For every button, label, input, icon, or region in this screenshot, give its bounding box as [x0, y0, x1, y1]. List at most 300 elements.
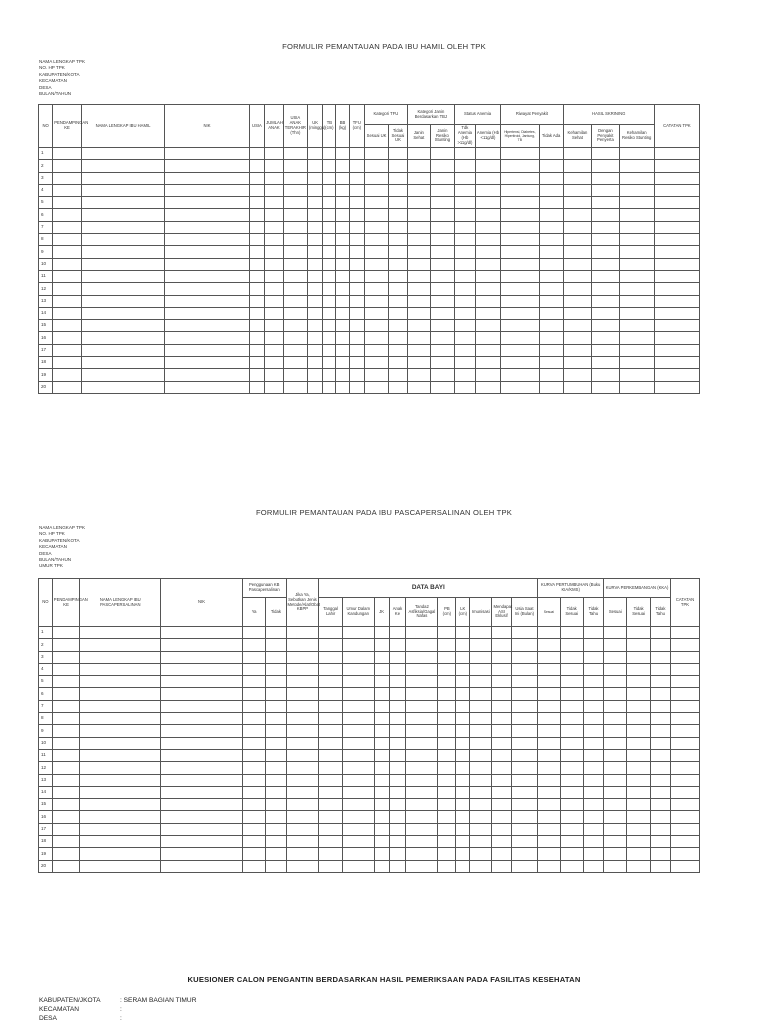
- table-cell: [80, 860, 161, 872]
- table-cell: [389, 381, 408, 393]
- table-cell: [364, 148, 388, 160]
- table-cell: [604, 651, 627, 663]
- table-cell: [349, 258, 364, 270]
- field-value: : SERAM BAGIAN TIMUR: [120, 997, 197, 1004]
- table-cell: [454, 148, 475, 160]
- table-cell: [654, 148, 699, 160]
- table-cell: [560, 663, 583, 675]
- table-cell: [650, 774, 670, 786]
- table-cell: [364, 307, 388, 319]
- table-cell: [539, 221, 563, 233]
- table-cell: [470, 749, 492, 761]
- table-cell: [364, 160, 388, 172]
- table-cell: [592, 307, 619, 319]
- table-row: [39, 762, 700, 774]
- col-no: NO: [39, 579, 53, 627]
- table-cell: [266, 713, 286, 725]
- table-cell: [286, 651, 319, 663]
- table-cell: [342, 725, 374, 737]
- table-cell: [407, 246, 430, 258]
- table-cell: [406, 651, 438, 663]
- table-row: [39, 184, 700, 196]
- table-cell: [538, 700, 560, 712]
- table-cell: [619, 160, 654, 172]
- table-cell: [592, 381, 619, 393]
- table-cell: [283, 320, 307, 332]
- table-cell: [654, 234, 699, 246]
- table-cell: [249, 307, 264, 319]
- table-cell: [583, 823, 603, 835]
- table-cell: [430, 381, 454, 393]
- table-cell: [475, 246, 500, 258]
- table-cell: [604, 676, 627, 688]
- table-cell: [80, 823, 161, 835]
- table-cell: [492, 749, 511, 761]
- table-cell: [501, 209, 539, 221]
- table-cell: [319, 860, 342, 872]
- table-cell: [654, 197, 699, 209]
- table-cell: [619, 320, 654, 332]
- table-cell: [286, 725, 319, 737]
- table-cell: [671, 651, 700, 663]
- table-cell: [627, 823, 650, 835]
- table-cell: [475, 369, 500, 381]
- table-cell: [619, 270, 654, 282]
- col-asi: Mendapat ASI Eklusif: [492, 598, 511, 627]
- table-cell: [80, 713, 161, 725]
- table-cell: [627, 848, 650, 860]
- col-pendamping: PENDAMPINGAN KE: [53, 105, 82, 148]
- table-cell: [323, 295, 336, 307]
- table-cell: [511, 762, 538, 774]
- table-cell: [364, 197, 388, 209]
- table-cell: [592, 172, 619, 184]
- table-cell: [492, 811, 511, 823]
- table-cell: [430, 369, 454, 381]
- table-cell: [374, 688, 389, 700]
- row-number: 1: [39, 148, 53, 160]
- table-cell: [619, 369, 654, 381]
- table-cell: [364, 283, 388, 295]
- table-cell: [456, 627, 470, 639]
- table-cell: [470, 676, 492, 688]
- table-cell: [560, 700, 583, 712]
- table-cell: [80, 651, 161, 663]
- row-number: 11: [39, 749, 53, 761]
- table-cell: [454, 283, 475, 295]
- table-cell: [283, 234, 307, 246]
- table-cell: [242, 639, 265, 651]
- table-cell: [619, 246, 654, 258]
- table-cell: [511, 688, 538, 700]
- table-cell: [342, 836, 374, 848]
- table-cell: [492, 663, 511, 675]
- table-cell: [539, 332, 563, 344]
- table-cell: [283, 381, 307, 393]
- table-cell: [323, 381, 336, 393]
- table-row: [39, 737, 700, 749]
- table-cell: [454, 172, 475, 184]
- table-cell: [286, 811, 319, 823]
- table-cell: [389, 295, 408, 307]
- table-cell: [563, 320, 592, 332]
- table-cell: [654, 369, 699, 381]
- table-cell: [438, 700, 456, 712]
- table-cell: [374, 823, 389, 835]
- table-cell: [249, 295, 264, 307]
- row-number: 9: [39, 725, 53, 737]
- table-cell: [242, 651, 265, 663]
- table-cell: [470, 774, 492, 786]
- table-cell: [560, 737, 583, 749]
- table-row: [39, 651, 700, 663]
- table-row: [39, 860, 700, 872]
- group-kategori-janin: Kategori Janin Berdasarkan TBJ: [407, 105, 454, 125]
- table-cell: [336, 160, 349, 172]
- table-cell: [563, 369, 592, 381]
- table-cell: [242, 762, 265, 774]
- table-cell: [539, 148, 563, 160]
- table-cell: [165, 172, 250, 184]
- table-cell: [307, 148, 322, 160]
- table-cell: [454, 369, 475, 381]
- table-cell: [470, 725, 492, 737]
- table-cell: [81, 320, 164, 332]
- table-cell: [323, 307, 336, 319]
- table-cell: [438, 676, 456, 688]
- table-cell: [619, 148, 654, 160]
- table-cell: [619, 221, 654, 233]
- table-cell: [406, 676, 438, 688]
- table-cell: [539, 369, 563, 381]
- table-cell: [52, 725, 80, 737]
- table-cell: [52, 860, 80, 872]
- table-cell: [492, 860, 511, 872]
- table-cell: [470, 713, 492, 725]
- table-cell: [592, 184, 619, 196]
- table-cell: [475, 148, 500, 160]
- table-row: [39, 369, 700, 381]
- table-cell: [265, 148, 284, 160]
- table-cell: [286, 774, 319, 786]
- table-cell: [336, 172, 349, 184]
- table-cell: [456, 749, 470, 761]
- table-cell: [650, 848, 670, 860]
- row-number: 18: [39, 836, 53, 848]
- table-cell: [627, 627, 650, 639]
- table-cell: [286, 639, 319, 651]
- table-cell: [364, 221, 388, 233]
- table-cell: [475, 160, 500, 172]
- table-row: [39, 148, 700, 160]
- table-cell: [671, 786, 700, 798]
- table-cell: [286, 737, 319, 749]
- row-number: 17: [39, 823, 53, 835]
- row-number: 13: [39, 774, 53, 786]
- table-cell: [583, 799, 603, 811]
- table-cell: [265, 246, 284, 258]
- table-cell: [475, 344, 500, 356]
- table-cell: [492, 688, 511, 700]
- table-cell: [475, 270, 500, 282]
- table-cell: [242, 811, 265, 823]
- table-cell: [619, 344, 654, 356]
- col-ya: Ya: [242, 598, 265, 627]
- row-number: 4: [39, 184, 53, 196]
- table-cell: [265, 307, 284, 319]
- table-cell: [307, 246, 322, 258]
- table-cell: [454, 320, 475, 332]
- table-cell: [511, 737, 538, 749]
- col-kehamilan-sehat: Kehamilan Sehat: [563, 125, 592, 148]
- table-cell: [406, 762, 438, 774]
- table-cell: [323, 332, 336, 344]
- table-cell: [342, 700, 374, 712]
- meta-line: UMUR TPK: [39, 563, 63, 569]
- table-cell: [349, 270, 364, 282]
- table-cell: [619, 258, 654, 270]
- table-cell: [430, 209, 454, 221]
- table-cell: [323, 221, 336, 233]
- table-cell: [265, 332, 284, 344]
- table-cell: [438, 836, 456, 848]
- table-cell: [319, 848, 342, 860]
- col-jk: JK: [374, 598, 389, 627]
- table-cell: [407, 320, 430, 332]
- table-cell: [249, 197, 264, 209]
- table-row: [39, 197, 700, 209]
- table-cell: [539, 270, 563, 282]
- table-cell: [456, 639, 470, 651]
- table-row: [39, 160, 700, 172]
- table-cell: [438, 663, 456, 675]
- table-cell: [374, 737, 389, 749]
- table-cell: [501, 369, 539, 381]
- table-cell: [456, 799, 470, 811]
- table-cell: [583, 860, 603, 872]
- group-kb: Penggunaan KB Pascapersalinan: [242, 579, 286, 598]
- table-cell: [475, 221, 500, 233]
- table-row: [39, 209, 700, 221]
- table-cell: [438, 811, 456, 823]
- meta-line: NO. HP TPK: [39, 65, 65, 71]
- table-cell: [604, 688, 627, 700]
- table-cell: [650, 676, 670, 688]
- table-cell: [161, 737, 243, 749]
- table-cell: [592, 209, 619, 221]
- table-cell: [654, 258, 699, 270]
- table-cell: [242, 749, 265, 761]
- ibu-pascapersalinan-table: [38, 578, 700, 873]
- table-cell: [52, 737, 80, 749]
- col-nik: NIK: [165, 105, 250, 148]
- table-cell: [492, 737, 511, 749]
- col-lk: LK (cm): [456, 598, 470, 627]
- table-cell: [389, 639, 406, 651]
- table-cell: [81, 381, 164, 393]
- table-cell: [539, 344, 563, 356]
- meta-line: KABUPATEN/KOTA: [39, 71, 80, 77]
- table-cell: [266, 811, 286, 823]
- col-janin-resiko: Janin Resiko Stunting: [430, 125, 454, 148]
- table-cell: [539, 295, 563, 307]
- table-cell: [583, 836, 603, 848]
- table-cell: [407, 381, 430, 393]
- table-cell: [671, 688, 700, 700]
- row-number: 8: [39, 713, 53, 725]
- table-cell: [501, 172, 539, 184]
- table-cell: [52, 663, 80, 675]
- col-sesuai-kka: Sesuai: [604, 598, 627, 627]
- table-cell: [52, 639, 80, 651]
- table-cell: [349, 381, 364, 393]
- table-cell: [650, 713, 670, 725]
- table-cell: [161, 639, 243, 651]
- table-cell: [323, 246, 336, 258]
- table-cell: [364, 234, 388, 246]
- table-cell: [374, 848, 389, 860]
- table-cell: [319, 713, 342, 725]
- table-row: [39, 823, 700, 835]
- table-cell: [560, 713, 583, 725]
- table-cell: [438, 860, 456, 872]
- table-cell: [501, 307, 539, 319]
- table-cell: [563, 381, 592, 393]
- col-janin-sehat: Janin Sehat: [407, 125, 430, 148]
- table-cell: [511, 725, 538, 737]
- table-cell: [265, 258, 284, 270]
- table-cell: [389, 627, 406, 639]
- table-cell: [454, 332, 475, 344]
- table-cell: [242, 823, 265, 835]
- table-cell: [242, 737, 265, 749]
- table-cell: [161, 663, 243, 675]
- table-cell: [539, 160, 563, 172]
- table-cell: [501, 221, 539, 233]
- table-cell: [349, 221, 364, 233]
- table-cell: [538, 786, 560, 798]
- table-cell: [583, 700, 603, 712]
- field-row: [39, 996, 196, 1005]
- table-cell: [81, 184, 164, 196]
- table-cell: [619, 172, 654, 184]
- table-cell: [538, 676, 560, 688]
- table-cell: [560, 639, 583, 651]
- table-cell: [349, 344, 364, 356]
- table-cell: [374, 836, 389, 848]
- table-cell: [80, 627, 161, 639]
- table-cell: [80, 762, 161, 774]
- table-cell: [430, 295, 454, 307]
- table-cell: [671, 700, 700, 712]
- table-cell: [492, 676, 511, 688]
- table-cell: [560, 676, 583, 688]
- table-cell: [501, 160, 539, 172]
- table-cell: [592, 295, 619, 307]
- table-cell: [265, 160, 284, 172]
- table-cell: [342, 676, 374, 688]
- row-number: 16: [39, 332, 53, 344]
- table-cell: [650, 762, 670, 774]
- table-cell: [342, 651, 374, 663]
- table-cell: [266, 676, 286, 688]
- table-cell: [650, 700, 670, 712]
- table-cell: [407, 221, 430, 233]
- table-cell: [583, 737, 603, 749]
- row-number: 12: [39, 283, 53, 295]
- row-number: 20: [39, 860, 53, 872]
- form2-title: FORMULIR PEMANTAUAN PADA IBU PASCAPERSALINAN OLEH TPK: [255, 508, 513, 517]
- table-cell: [456, 823, 470, 835]
- field-value: :: [120, 1006, 122, 1013]
- table-cell: [407, 283, 430, 295]
- table-cell: [454, 221, 475, 233]
- table-cell: [650, 725, 670, 737]
- table-cell: [563, 344, 592, 356]
- table-cell: [266, 737, 286, 749]
- table-cell: [283, 357, 307, 369]
- table-cell: [560, 688, 583, 700]
- table-cell: [592, 320, 619, 332]
- col-usia-anak: USIA ANAK TERAKHIR (Thn): [283, 105, 307, 148]
- table-cell: [511, 799, 538, 811]
- table-cell: [501, 332, 539, 344]
- row-number: 14: [39, 307, 53, 319]
- table-cell: [265, 184, 284, 196]
- table-cell: [627, 725, 650, 737]
- table-cell: [265, 197, 284, 209]
- table-cell: [501, 357, 539, 369]
- table-cell: [539, 320, 563, 332]
- table-cell: [492, 823, 511, 835]
- table-cell: [654, 246, 699, 258]
- table-cell: [286, 860, 319, 872]
- table-cell: [592, 344, 619, 356]
- table-cell: [53, 184, 82, 196]
- table-cell: [319, 799, 342, 811]
- table-cell: [592, 234, 619, 246]
- table-cell: [475, 209, 500, 221]
- table-cell: [654, 172, 699, 184]
- table-cell: [165, 197, 250, 209]
- table-cell: [81, 246, 164, 258]
- table-cell: [349, 246, 364, 258]
- table-cell: [619, 234, 654, 246]
- table-cell: [389, 786, 406, 798]
- table-cell: [619, 381, 654, 393]
- table-cell: [374, 713, 389, 725]
- table-cell: [249, 332, 264, 344]
- table-cell: [619, 197, 654, 209]
- table-cell: [560, 749, 583, 761]
- table-cell: [671, 848, 700, 860]
- table-cell: [389, 160, 408, 172]
- table-cell: [501, 148, 539, 160]
- table-cell: [438, 725, 456, 737]
- table-cell: [583, 651, 603, 663]
- table-cell: [364, 184, 388, 196]
- table-cell: [406, 663, 438, 675]
- table-cell: [470, 799, 492, 811]
- meta-line: NAMA LENGKAP TPK: [39, 59, 86, 64]
- table-cell: [583, 774, 603, 786]
- table-row: [39, 700, 700, 712]
- table-cell: [336, 357, 349, 369]
- col-nama: NAMA LENGKAP IBU HAMIL: [81, 105, 164, 148]
- table-cell: [592, 221, 619, 233]
- table-cell: [307, 184, 322, 196]
- table-cell: [650, 836, 670, 848]
